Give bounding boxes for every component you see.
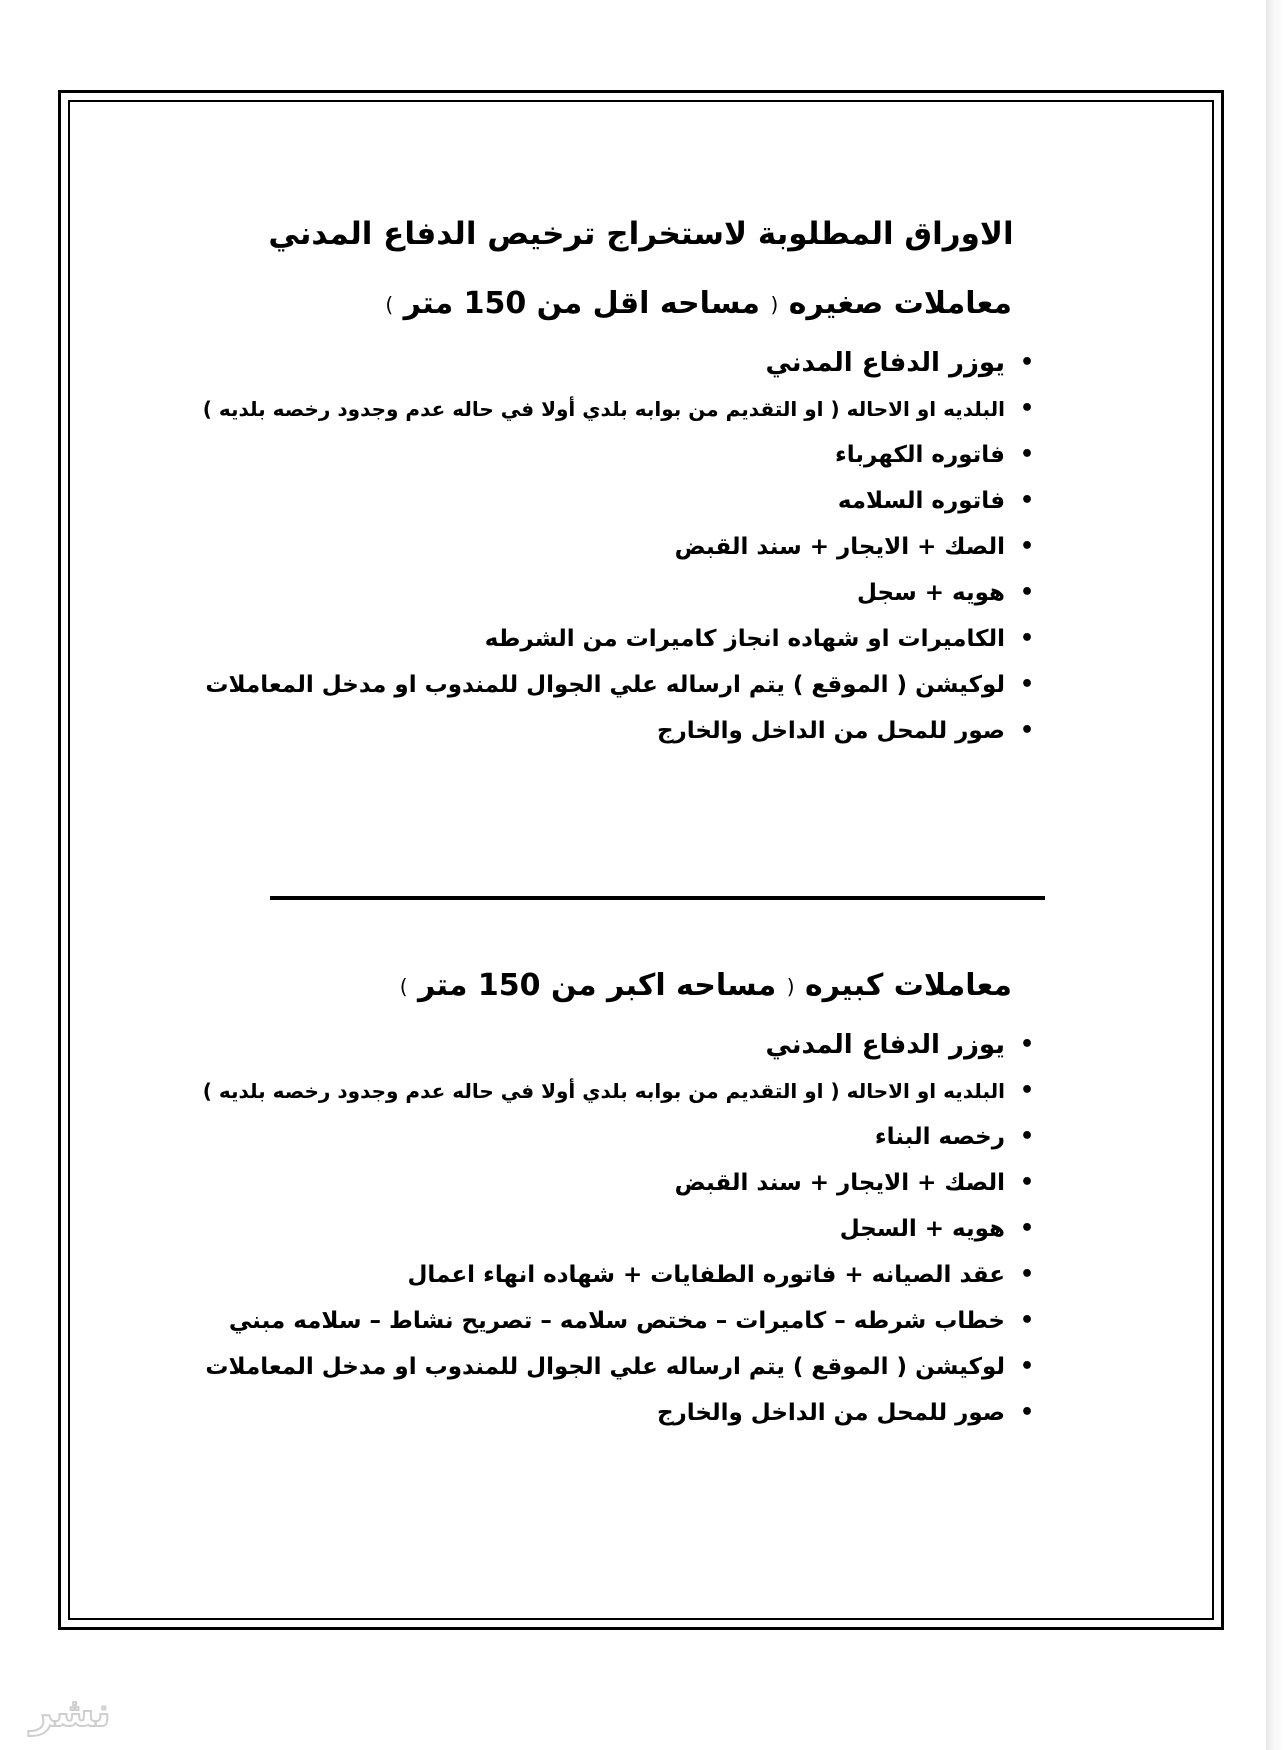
bullet-icon: • bbox=[1019, 1262, 1035, 1287]
list-item bbox=[170, 708, 1037, 754]
list-item bbox=[170, 1344, 1037, 1390]
page-edge-shadow bbox=[1266, 0, 1284, 1750]
bullet-icon: • bbox=[1019, 672, 1035, 697]
watermark-logo: نشر bbox=[30, 1690, 111, 1736]
list-item bbox=[170, 1022, 1037, 1068]
list-item bbox=[170, 1252, 1037, 1298]
bullet-icon: • bbox=[1019, 1354, 1035, 1379]
bullet-icon: • bbox=[1019, 396, 1035, 421]
bullet-icon: • bbox=[1019, 488, 1035, 513]
list-item-text: الصك + الايجار + سند القبض bbox=[674, 1170, 1005, 1196]
list-item bbox=[170, 1390, 1037, 1436]
list-item-text: الكاميرات او شهاده انجاز كاميرات من الشرطه bbox=[484, 626, 1005, 652]
list-item bbox=[170, 570, 1037, 616]
small-section-heading-detail: مساحه اقل من 150 متر bbox=[403, 286, 761, 321]
large-section-list bbox=[170, 1022, 1037, 1436]
document-title: الاوراق المطلوبة لاستخراج ترخيص الدفاع المدني bbox=[268, 216, 1014, 252]
bullet-icon: • bbox=[1019, 1078, 1035, 1103]
bullet-icon: • bbox=[1019, 1032, 1035, 1057]
list-item-text: البلديه او الاحاله ( او التقديم من بوابه بلدي أولا في حاله عدم وجدود رخصه بلديه ) bbox=[202, 397, 1005, 421]
bullet-icon: • bbox=[1019, 1308, 1035, 1333]
list-item-text: لوكيشن ( الموقع ) يتم ارساله علي الجوال للمندوب او مدخل المعاملات bbox=[205, 1354, 1005, 1380]
list-item-text: لوكيشن ( الموقع ) يتم ارساله علي الجوال للمندوب او مدخل المعاملات bbox=[205, 672, 1005, 698]
bullet-icon: • bbox=[1019, 1216, 1035, 1241]
bullet-icon: • bbox=[1019, 350, 1035, 375]
list-item bbox=[170, 524, 1037, 570]
large-section-heading bbox=[250, 964, 1012, 1009]
list-item bbox=[170, 662, 1037, 708]
list-item-text: رخصه البناء bbox=[874, 1124, 1005, 1150]
list-item bbox=[170, 386, 1037, 432]
large-section-paren-close: ) bbox=[399, 974, 408, 999]
small-section-heading-main: معاملات صغيره bbox=[788, 286, 1012, 321]
list-item bbox=[170, 1206, 1037, 1252]
list-item-text: عقد الصيانه + فاتوره الطفايات + شهاده انهاء اعمال bbox=[407, 1262, 1005, 1288]
large-section-paren-open: ( bbox=[786, 974, 795, 999]
list-item-text: صور للمحل من الداخل والخارج bbox=[656, 718, 1005, 744]
list-item-text: الصك + الايجار + سند القبض bbox=[674, 534, 1005, 560]
document-content bbox=[70, 102, 1212, 1618]
small-section-heading bbox=[250, 282, 1012, 327]
bullet-icon: • bbox=[1019, 1400, 1035, 1425]
small-section-paren-open: ( bbox=[770, 292, 779, 317]
small-section-list bbox=[170, 340, 1037, 754]
list-item bbox=[170, 616, 1037, 662]
list-item-text: يوزر الدفاع المدني bbox=[765, 348, 1005, 378]
list-item-text: هويه + السجل bbox=[839, 1216, 1005, 1242]
large-section-heading-main: معاملات كبيره bbox=[804, 968, 1012, 1003]
large-section-heading-detail: مساحه اكبر من 150 متر bbox=[417, 968, 777, 1003]
list-item-text: فاتوره السلامه bbox=[837, 488, 1005, 514]
bullet-icon: • bbox=[1019, 718, 1035, 743]
list-item-text: البلديه او الاحاله ( او التقديم من بوابه بلدي أولا في حاله عدم وجدود رخصه بلديه ) bbox=[202, 1079, 1005, 1103]
bullet-icon: • bbox=[1019, 626, 1035, 651]
bullet-icon: • bbox=[1019, 1170, 1035, 1195]
list-item-text: هويه + سجل bbox=[857, 580, 1005, 606]
bullet-icon: • bbox=[1019, 1124, 1035, 1149]
bullet-icon: • bbox=[1019, 442, 1035, 467]
list-item-text: فاتوره الكهرباء bbox=[835, 442, 1005, 468]
list-item bbox=[170, 1114, 1037, 1160]
list-item bbox=[170, 1068, 1037, 1114]
list-item bbox=[170, 478, 1037, 524]
list-item bbox=[170, 1160, 1037, 1206]
list-item-text: يوزر الدفاع المدني bbox=[765, 1030, 1005, 1060]
small-section-paren-close: ) bbox=[385, 292, 394, 317]
list-item bbox=[170, 1298, 1037, 1344]
list-item bbox=[170, 340, 1037, 386]
list-item-text: خطاب شرطه – كاميرات – مختص سلامه – تصريح نشاط – سلامه مبني bbox=[228, 1308, 1005, 1334]
bullet-icon: • bbox=[1019, 534, 1035, 559]
list-item-text: صور للمحل من الداخل والخارج bbox=[656, 1400, 1005, 1426]
section-divider bbox=[270, 896, 1045, 900]
bullet-icon: • bbox=[1019, 580, 1035, 605]
list-item bbox=[170, 432, 1037, 478]
